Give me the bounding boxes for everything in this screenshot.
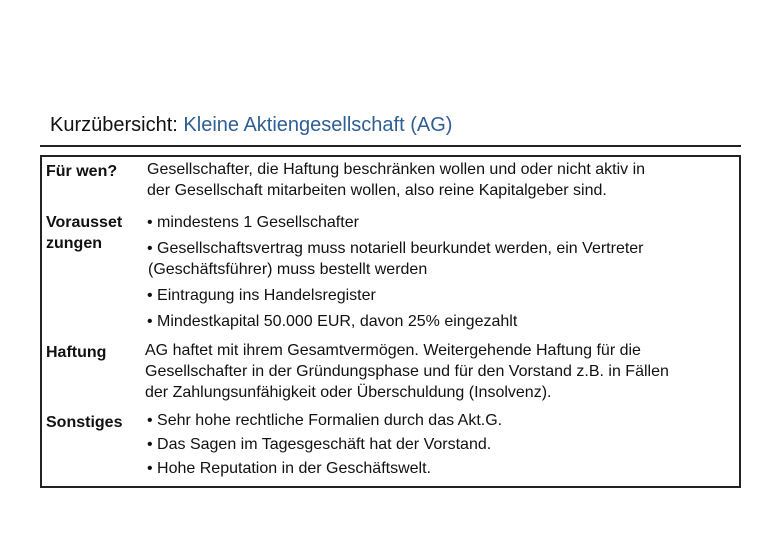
row-label-voraussetzungen: [46, 212, 122, 254]
list-item: • Mindestkapital 50.000 EUR, davon 25% eingezahlt: [147, 313, 518, 330]
title-accent: Kleine Aktiengesellschaft (AG): [183, 114, 453, 136]
row-label-line: zungen: [46, 235, 102, 252]
row-label-sonstiges: Sonstiges: [46, 414, 123, 431]
title-underline: [40, 145, 741, 147]
overview-table: [40, 155, 741, 488]
row-content-voraussetzungen: [147, 212, 644, 337]
row-text-line: Gesellschafter, die Haftung beschränken wollen und oder nicht aktiv in: [147, 161, 646, 178]
list-item: • mindestens 1 Gesellschafter: [147, 214, 359, 231]
row-text-line: der Gesellschaft mitarbeiten wollen, also reine Kapitalgeber sind.: [147, 182, 607, 199]
row-label-haftung: Haftung: [46, 344, 107, 361]
title-prefix: Kurzübersicht:: [50, 114, 178, 136]
row-label-line: Vorausset: [46, 214, 123, 231]
list-item-continuation: (Geschäftsführer) muss bestellt werden: [148, 261, 428, 278]
list-item: • Sehr hohe rechtliche Formalien durch das Akt.G.: [147, 412, 503, 429]
list-item: • Das Sagen im Tagesgeschäft hat der Vorstand.: [147, 436, 492, 453]
row-label-fuer-wen: Für wen?: [46, 163, 118, 180]
row-content-haftung: [145, 340, 669, 403]
list-item: • Gesellschaftsvertrag muss notariell beurkundet werden, ein Vertreter: [147, 240, 644, 257]
row-text-line: Gesellschafter in der Gründungsphase und für den Vorstand z.B. in Fällen: [145, 363, 669, 380]
row-text-line: AG haftet mit ihrem Gesamtvermögen. Weitergehende Haftung für die: [145, 342, 641, 359]
row-content-fuer-wen: [147, 159, 645, 201]
page-title: [50, 111, 452, 139]
list-item: • Eintragung ins Handelsregister: [147, 287, 376, 304]
list-item: • Hohe Reputation in der Geschäftswelt.: [147, 460, 431, 477]
row-content-sonstiges: [147, 410, 502, 482]
row-text-line: der Zahlungsunfähigkeit oder Überschuldung (Insolvenz).: [145, 384, 552, 401]
